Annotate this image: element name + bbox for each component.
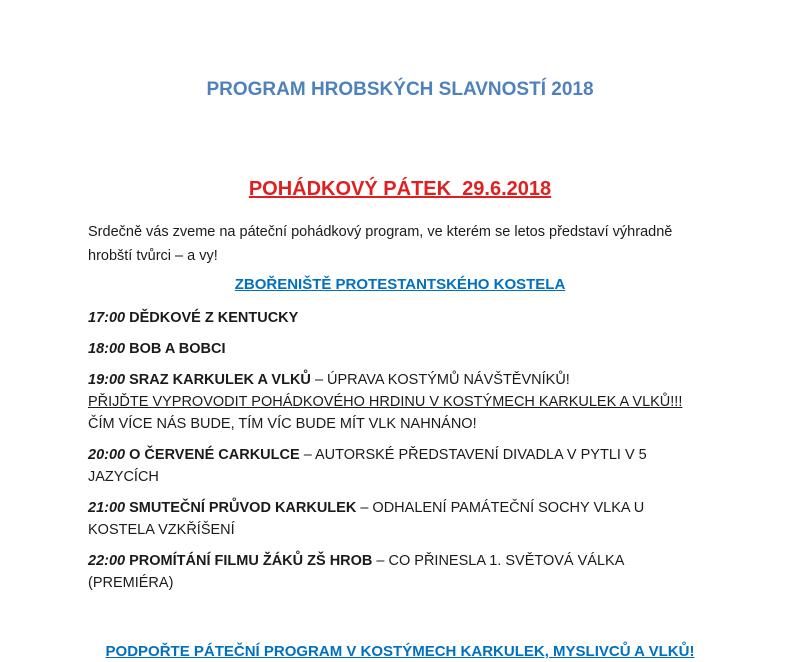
event-list <box>88 307 712 594</box>
event-item-1700 <box>88 307 712 329</box>
event-item-1800 <box>88 338 712 360</box>
event-item-2100 <box>88 497 712 541</box>
event-time: 19:00 <box>88 372 126 388</box>
event-time: 17:00 <box>88 310 126 326</box>
event-title: SRAZ KARKULEK A VLKŮ <box>129 372 311 388</box>
event-item-2200 <box>88 550 712 594</box>
document-title: PROGRAM HROBSKÝCH SLAVNOSTÍ 2018 <box>206 79 594 100</box>
event-extra-line-underlined: PŘIJĎTE VYPROVODIT POHÁDKOVÉHO HRDINU V KOSTÝMECH KARKULEK A VLKŮ!!! <box>88 394 683 410</box>
footer-callout: PODPOŘTE PÁTEČNÍ PROGRAM V KOSTÝMECH KARKULEK, MYSLIVCŮ A VLKŮ! <box>105 643 695 660</box>
event-item-1900 <box>88 369 712 435</box>
event-item-2000 <box>88 444 712 488</box>
venue-heading: ZBOŘENIŠTĚ PROTESTANTSKÉHO KOSTELA <box>234 276 566 293</box>
event-title: PROMÍTÁNÍ FILMU ŽÁKŮ ZŠ HROB <box>129 553 373 569</box>
event-description: – CO PŘINESLA 1. SVĚTOVÁ VÁLKA (PREMIÉRA) <box>88 553 624 591</box>
event-title: SMUTEČNÍ PRŮVOD KARKULEK <box>129 500 357 516</box>
event-description: – ÚPRAVA KOSTÝMŮ NÁVŠTĚVNÍKŮ! <box>314 372 570 388</box>
event-title: DĚDKOVÉ Z KENTUCKY <box>129 310 299 326</box>
event-time: 18:00 <box>88 341 126 357</box>
event-time: 21:00 <box>88 500 126 516</box>
event-time: 22:00 <box>88 553 126 569</box>
event-description: – AUTORSKÉ PŘEDSTAVENÍ DIVADLA V PYTLI V 5 JAZYCÍCH <box>88 447 647 485</box>
day-title: POHÁDKOVÝ PÁTEK 29.6.2018 <box>248 178 552 200</box>
event-title: O ČERVENÉ CARKULCE <box>129 447 300 463</box>
intro-paragraph: Srdečně vás zveme na páteční pohádkový program, ve kterém se letos představí výhradně hrobští tvůrci – a vy! <box>88 224 673 264</box>
event-description: – ODHALENÍ PAMÁTEČNÍ SOCHY VLKA U KOSTELA VZKŘÍŠENÍ <box>88 500 645 538</box>
event-extra-line: ČÍM VÍCE NÁS BUDE, TÍM VÍC BUDE MÍT VLK NAHNÁNO! <box>88 416 477 432</box>
event-title: BOB A BOBCI <box>129 341 226 357</box>
event-time: 20:00 <box>88 447 126 463</box>
